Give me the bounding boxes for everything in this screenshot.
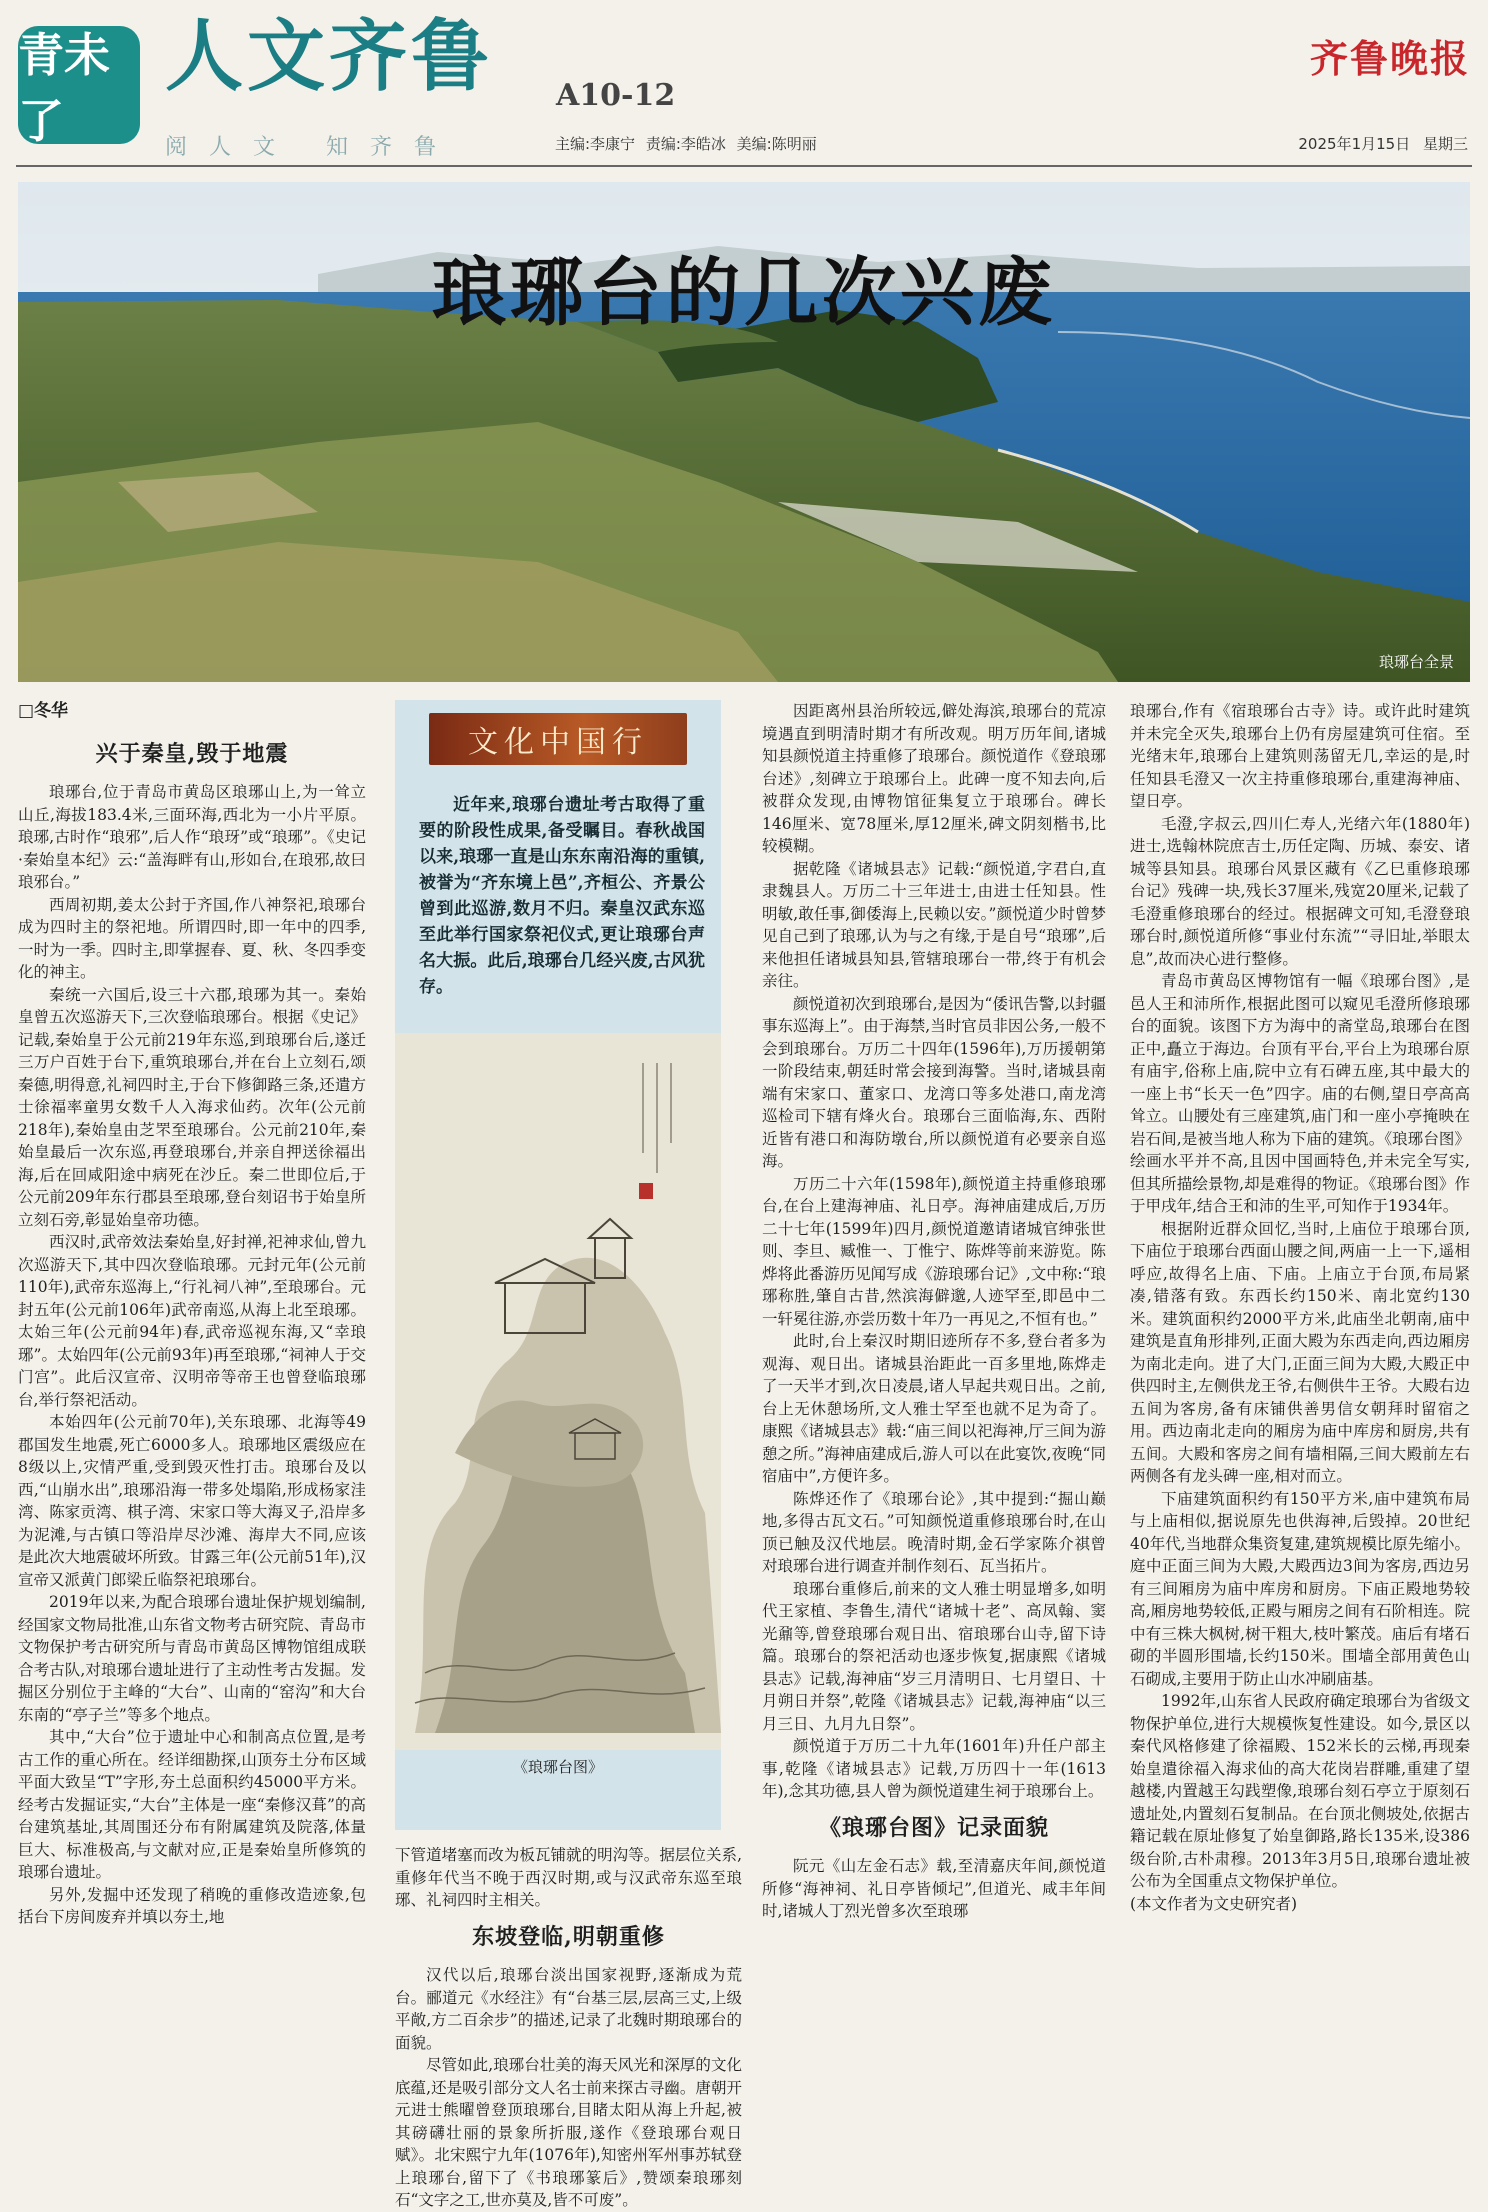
paragraph: 此时,台上秦汉时期旧迹所存不多,登台者多为观海、观日出。诸城县治距此一百多里地,陈烨走了一天半才到,次日凌晨,诸人早起共观日出。之前,台上无休憩场所,文人雅士罕至也就不足为奇了。康熙《诸城县志》载:“庙三间以祀海神,厅三间为游憩之所。”海神庙建成后,游人可以在此宴饮,夜晚“同宿庙中”,方便许多。 (762, 1332, 1106, 1485)
paragraph: 西汉时,武帝效法秦始皇,好封禅,祀神求仙,曾九次巡游天下,其中四次登临琅琊。元封元年(公元前110年),武帝东巡海上,“行礼祠八神”,至琅琊台。元封五年(公元前106年)武帝南巡,从海上北至琅琊。太始三年(公元前94年)春,武帝巡视东海,又“幸琅琊”。太始四年(公元前93年)再至琅琊,“祠神人于交门宫”。此后汉宣帝、汉明帝等帝王也曾登临琅琊台,举行祭祀活动。 (18, 1233, 366, 1409)
author-byline: □冬华 (18, 701, 69, 721)
paragraph: 阮元《山左金石志》载,至清嘉庆年间,颜悦道所修“海神祠、礼日亭皆倾圮”,但道光、咸丰年间时,诸城人丁烈光曾多次至琅琊 (762, 1857, 1106, 1920)
photo-caption: 琅琊台全景 (1378, 653, 1454, 671)
paragraph: 尽管如此,琅琊台壮美的海天风光和深厚的文化底蕴,还是吸引部分文人名士前来探古寻幽。唐朝开元进士熊曜曾登顶琅琊台,目睹太阳从海上升起,被其磅礴壮丽的景象所折服,遂作《登琅琊台观日赋》。北宋熙宁九年(1076年),知密州军州事苏轼登上琅琊台,留下了《书琅琊篆后》,赞颂秦琅琊刻石“文字之工,世亦莫及,皆不可废”。 (395, 2056, 742, 2209)
paragraph: 1992年,山东省人民政府确定琅琊台为省级文物保护单位,进行大规模恢复性建设。如今,景区以秦代风格修建了徐福殿、152米长的云梯,再现秦始皇遣徐福入海求仙的高大花岗岩群雕,重建了望越楼,内置越王勾践塑像,琅琊台刻石亭立于原刻石遗址处,内置刻石复制品。在台顶北侧坡处,依据古籍记载在原址修复了始皇御路,路长135米,设386级台阶,古朴肃穆。2013年3月5日,琅琊台遗址被公布为全国重点文物保护单位。 (1130, 1692, 1470, 1890)
newspaper-name: 齐鲁晚报 (1309, 36, 1470, 81)
paragraph: 琅琊台,作有《宿琅琊台古寺》诗。或许此时建筑并未完全灭失,琅琊台上仍有房屋建筑可住宿。至光绪末年,琅琊台上建筑则荡留无几,幸运的是,时任知县毛澄又一次主持重修琅琊台,重建海神庙、望日亭。 (1130, 702, 1470, 810)
painting-caption: 《琅琊台图》 (512, 1758, 603, 1776)
paragraph: 颜悦道于万历二十九年(1601年)升任户部主事,乾隆《诸城县志》记载,万历四十一年(1613年),念其功德,县人曾为颜悦道建生祠于琅琊台上。 (762, 1737, 1106, 1800)
hero-photo (18, 182, 1470, 682)
header-divider (16, 165, 1472, 167)
article-column-3 (762, 700, 1106, 1923)
paragraph: 本始四年(公元前70年),关东琅琊、北海等49郡国发生地震,死亡6000多人。琅琊地区震级应在8级以上,灾情严重,受到毁灭性打击。琅琊台及以西,“山崩水出”,琅琊沿海一带多处塌陷,形成杨家洼湾、陈家贡湾、棋子湾、宋家口等大海叉子,沿岸多为泥滩,与古镇口等沿岸尽沙滩、海岸大不同,应该是此次大地震破坏所致。甘露三年(公元前51年),汉宣帝又派黄门郎梁丘临祭祀琅琊台。 (18, 1413, 366, 1589)
column-2-text (395, 1844, 742, 2212)
paragraph: 青岛市黄岛区博物馆有一幅《琅琊台图》,是邑人王和沛所作,根据此图可以窥见毛澄所修琅琊台的面貌。该图下方为海中的斋堂岛,琅琊台在图正中,矗立于海边。台顶有平台,平台上为琅琊台原有庙宇,俗称上庙,院中立有石碑五座,其中最大的一座上书“长天一色”四字。庙的右侧,望日亭高高耸立。山腰处有三座建筑,庙门和一座小亭掩映在岩石间,是被当地人称为下庙的建筑。《琅琊台图》绘画水平并不高,且因中国画特色,并未完全写实,但其所描绘景物,却是难得的物证。《琅琊台图》作于甲戌年,结合王和沛的生平,可知作于1934年。 (1130, 972, 1470, 1215)
section-slogan: 阅人文 知齐鲁 (165, 135, 458, 160)
section-heading-3: 《琅琊台图》记录面貌 (818, 1814, 1049, 1841)
paragraph: 因距离州县治所较远,僻处海滨,琅琊台的荒凉境遇直到明清时期才有所改观。明万历年间,诸城知县颜悦道主持重修了琅琊台。颜悦道作《登琅琊台述》,刻碑立于琅琊台上。此碑一度不知去向,后被群众发现,由博物馆征集复立于琅琊台。碑长146厘米、宽78厘米,厚12厘米,碑文阴刻楷书,比较模糊。 (762, 702, 1106, 855)
editor-credits: 主编:李康宁 责编:李皓冰 美编:陈明丽 (555, 135, 817, 153)
article-column-4 (1130, 700, 1470, 1915)
author-note: (本文作者为文史研究者) (1130, 1894, 1298, 1913)
paragraph: 另外,发掘中还发现了稍晚的重修改造迹象,包括台下房间废弃并填以夯土,地 (18, 1885, 366, 1926)
langya-painting (395, 1033, 721, 1750)
paragraph: 其中,“大台”位于遗址中心和制高点位置,是考古工作的重心所在。经详细勘探,山顶夯土分布区域平面大致呈“T”字形,夯土总面积约45000平方米。经考古发掘证实,“大台”主体是一座“秦修汉葺”的高台建筑基址,其周围还分布有附属建筑及院落,体量巨大、标准极高,与文献对应,正是秦始皇所修筑的琅琊台遗址。 (18, 1728, 366, 1881)
paragraph: 下管道堵塞而改为板瓦铺就的明沟等。据层位关系,重修年代当不晚于西汉时期,或与汉武帝东巡至琅琊、礼祠四时主相关。 (395, 1846, 742, 1909)
section-heading-2: 东坡登临,明朝重修 (472, 1923, 665, 1950)
intro-text: 近年来,琅琊台遗址考古取得了重要的阶段性成果,备受瞩目。春秋战国以来,琅琊一直是山东东南沿海的重镇,被誉为“齐东境上邑”,齐桓公、齐景公曾到此巡游,数月不归。秦皇汉武东巡至此举行国家祭祀仪式,更让琅琊台声名大振。此后,琅琊台几经兴废,古风犹存。 (419, 795, 705, 997)
section-title: 人文齐鲁 (165, 12, 494, 102)
paragraph: 琅琊台重修后,前来的文人雅士明显增多,如明代王家植、李鲁生,清代“诸城十老”、高凤翰、窦光鼐等,曾登琅琊台观日出、宿琅琊台山寺,留下诗篇。琅琊台的祭祀活动也逐步恢复,据康熙《诸城县志》记载,海神庙“岁三月清明日、七月望日、十月朔日并祭”,乾隆《诸城县志》记载,海神庙“以三月三日、九月九日祭”。 (762, 1579, 1106, 1733)
paragraph: 2019年以来,为配合琅琊台遗址保护规划编制,经国家文物局批准,山东省文物考古研究院、青岛市文物保护考古研究所与青岛市黄岛区博物馆组成联合考古队,对琅琊台遗址进行了主动性考古发掘。发掘区分别位于主峰的“大台”、山南的“窑沟”和大台东南的“亭子兰”等多个地点。 (18, 1593, 366, 1724)
painting-illustration (395, 1033, 721, 1750)
paragraph: 据乾隆《诸城县志》记载:“颜悦道,字君白,直隶魏县人。万历二十三年进士,由进士任知县。性明敏,敢任事,御倭海上,民赖以安。”颜悦道少时曾梦见自己到了琅琊,认为与之有缘,于是自号“琅琊”,后来他担任诸城县知县,管辖琅琊台一带,终于有机会亲往。 (762, 859, 1106, 990)
section-heading-1: 兴于秦皇,毁于地震 (95, 740, 289, 767)
column-banner: 文化中国行 (429, 713, 687, 765)
page-range: A10-12 (556, 78, 676, 113)
paragraph: 颜悦道初次到琅琊台,是因为“倭讯告警,以封疆事东巡海上”。由于海禁,当时官员非因公务,一般不会到琅琊台。万历二十四年(1596年),万历援朝第一阶段结束,朝廷时常会接到海警。当时,诸城县南端有宋家口、董家口、龙湾口等多处港口,南龙湾巡检司下辖有烽火台。琅琊台三面临海,东、西附近皆有港口和海防墩台,所以颜悦道有必要亲自巡海。 (762, 994, 1106, 1170)
paragraph: 万历二十六年(1598年),颜悦道主持重修琅琊台,在台上建海神庙、礼日亭。海神庙建成后,万历二十七年(1599年)四月,颜悦道邀请诸城官绅张世则、李旦、臧惟一、丁惟宁、陈烨等前来游览。陈烨将此番游历见闻写成《游琅琊台记》,文中称:“琅琊称胜,肇自古昔,然滨海僻邈,人迹罕至,即邑中二一轩冕往游,亦尝历数十年乃一再见之,不恒有也。” (762, 1174, 1106, 1328)
issue-date (1298, 133, 1468, 154)
paragraph: 毛澄,字叔云,四川仁寿人,光绪六年(1880年)进士,选翰林院庶吉士,历任定陶、历城、泰安、诸城等县知县。琅琊台风景区藏有《乙巳重修琅琊台记》残碑一块,残长37厘米,残宽20厘米,记载了毛澄重修琅琊台的经过。根据碑文可知,毛澄登琅琊台时,颜悦道所修“事业付东流”“寻旧址,举眼太息”,故而决心进行整修。 (1130, 814, 1470, 968)
weekday-text: 星期三 (1422, 135, 1468, 153)
section-logo: 青未了 (18, 26, 140, 144)
paragraph: 秦统一六国后,设三十六郡,琅琊为其一。秦始皇曾五次巡游天下,三次登临琅琊台。根据《史记》记载,秦始皇于公元前219年东巡,到琅琊台后,遂迁三万户百姓于台下,重筑琅琊台,并在台上立刻石,颂秦德,明得意,礼祠四时主,于台下修御路三条,还遣方士徐福率童男女数千人入海求仙药。次年(公元前218年),秦始皇由芝罘至琅琊台。公元前210年,秦始皇最后一次东巡,再登琅琊台,并亲自押送徐福出海,后在回咸阳途中病死在沙丘。秦二世即位后,于公元前209年东行郡县至琅琊,登台刻诏书于始皇所立刻石旁,彰显始皇帝功德。 (18, 985, 366, 1229)
article-headline: 琅琊台的几次兴废 (432, 250, 1056, 336)
paragraph: 琅琊台,位于青岛市黄岛区琅琊山上,为一耸立山丘,海拔183.4米,三面环海,西北为一小片平原。琅琊,古时作“琅邪”,后人作“琅玡”或“琅琊”。《史记·秦始皇本纪》云:“盖海畔有山,形如台,在琅邪,故曰琅邪台。” (18, 783, 366, 891)
date-text: 2025年1月15日 (1298, 135, 1411, 153)
paragraph: 陈烨还作了《琅琊台论》,其中提到:“掘山巅地,多得古瓦文石。”可知颜悦道重修琅琊台时,在山顶已触及汉代地层。晚清时期,金石学家陈介祺曾对琅琊台进行调查并制作刻石、瓦当拓片。 (762, 1489, 1106, 1575)
paragraph: 西周初期,姜太公封于齐国,作八神祭祀,琅琊台成为四时主的祭祀地。所谓四时,即一年中的四季,一时为一季。四时主,即掌握春、夏、秋、冬四季变化的神主。 (18, 895, 366, 981)
paragraph: 下庙建筑面积约有150平方米,庙中建筑布局与上庙相似,据说原先也供海神,后毁掉。20世纪40年代,当地群众集资复建,建筑规模比原先缩小。庭中正面三间为大殿,大殿西边3间为客房,西边另有三间厢房为庙中库房和厨房。下庙正殿地势较高,厢房地势较低,正殿与厢房之间有石阶相连。院中有三株大枫树,树干粗大,枝叶繁茂。庙后有堵石砌的半圆形围墙,长约150米。围墙全部用黄色山石砌成,主要用于防止山水冲刷庙基。 (1130, 1489, 1470, 1688)
sidebar-box (395, 700, 721, 1830)
article-column-1 (18, 700, 366, 1929)
paragraph: 汉代以后,琅琊台淡出国家视野,逐渐成为荒台。郦道元《水经注》有“台基三层,层高三丈,上级平敞,方二百余步”的描述,记录了北魏时期琅琊台的面貌。 (395, 1966, 742, 2052)
sidebar-intro (419, 792, 705, 1000)
paragraph: 根据附近群众回忆,当时,上庙位于琅琊台顶,下庙位于琅琊台西面山腰之间,两庙一上一下,遥相呼应,故得名上庙、下庙。上庙立于台顶,布局紧凑,错落有致。东西长约150米、南北宽约130米。建筑面积约2000平方米,此庙坐北朝南,庙中建筑是直角形排列,正面大殿为东西走向,西边厢房为南北走向。进了大门,正面三间为大殿,大殿正中供四时主,左侧供龙王爷,右侧供牛王爷。大殿右边五间为客房,备有床铺供善男信女朝拜时留宿之用。西边南北走向的厢房为庙中库房和厨房,共有五间。大殿和客房之间有墙相隔,三间大殿前左右两侧各有龙头碑一座,相对而立。 (1130, 1219, 1470, 1485)
